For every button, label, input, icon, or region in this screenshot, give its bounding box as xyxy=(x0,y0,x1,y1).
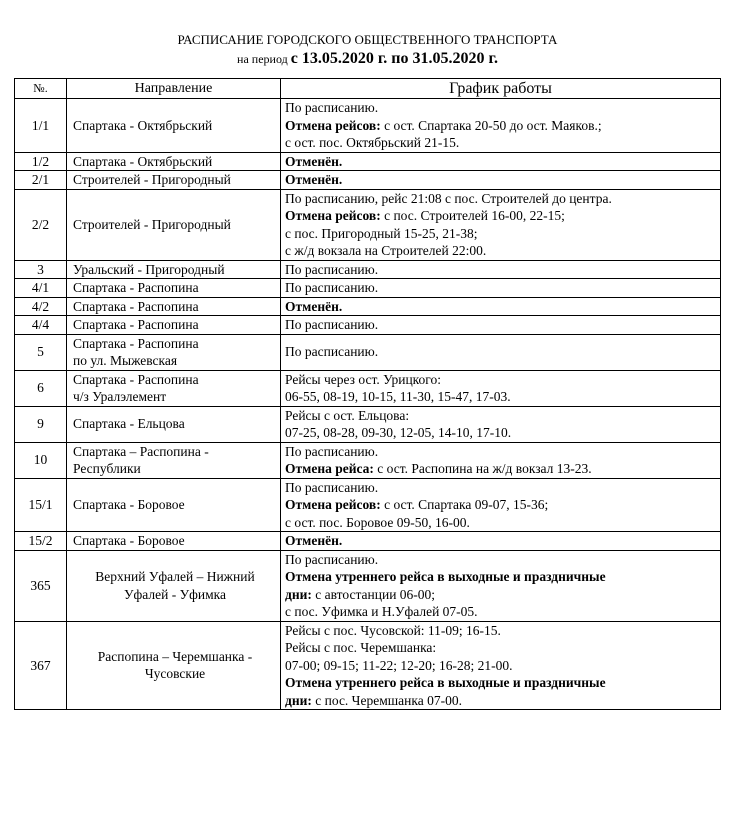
schedule-line xyxy=(285,407,717,425)
schedule-text: с ост. пос. Боровое 09-50, 16-00. xyxy=(285,514,470,530)
table-row xyxy=(15,189,721,260)
route-direction xyxy=(67,189,281,260)
schedule-line xyxy=(285,551,717,569)
route-number: 1/1 xyxy=(15,99,67,153)
header-schedule: График работы xyxy=(281,79,721,99)
schedule-line xyxy=(285,207,717,225)
schedule-text: с пос. Уфимка и Н.Уфалей 07-05. xyxy=(285,604,478,619)
schedule-text: По расписанию. xyxy=(285,551,379,567)
table-body xyxy=(15,99,721,710)
schedule-bold-text: Отменён. xyxy=(285,533,343,548)
route-direction xyxy=(67,532,281,551)
schedule-line xyxy=(285,261,717,279)
schedule-line xyxy=(285,532,717,550)
schedule-line xyxy=(285,568,717,586)
schedule-text: с пос. Черемшанка 07-00. xyxy=(311,692,462,708)
direction-line: Строителей - Пригородный xyxy=(73,172,231,187)
schedule-line xyxy=(285,622,717,640)
direction-line: Спартака - Октябрьский xyxy=(73,153,213,169)
schedule-line xyxy=(285,316,717,334)
route-number: 1/2 xyxy=(15,152,67,171)
schedule-text: По расписанию. xyxy=(285,280,379,295)
route-direction xyxy=(67,334,281,370)
document-title: РАСПИСАНИЕ ГОРОДСКОГО ОБЩЕСТВЕННОГО ТРАНСПОРТА xyxy=(177,32,558,47)
route-direction xyxy=(67,406,281,442)
route-direction xyxy=(67,171,281,190)
route-number: 4/1 xyxy=(15,279,67,298)
schedule-text: По расписанию. xyxy=(285,479,379,495)
table-row xyxy=(15,442,721,478)
schedule-line xyxy=(285,514,717,532)
schedule-line xyxy=(285,657,717,675)
direction-line: Спартака - Распопина xyxy=(73,371,199,387)
schedule-bold-text: Отмена рейсов: xyxy=(285,208,381,223)
schedule-bold-text: дни: xyxy=(285,586,312,602)
period-prefix: на период xyxy=(237,52,288,66)
route-schedule xyxy=(281,406,721,442)
route-schedule xyxy=(281,171,721,190)
schedule-line xyxy=(285,242,717,260)
schedule-text: Рейсы с пос. Чусовской: 11-09; 16-15. xyxy=(285,622,501,638)
schedule-line xyxy=(285,603,717,621)
schedule-line xyxy=(285,443,717,461)
direction-line: Спартака - Распопина xyxy=(73,280,199,295)
route-schedule xyxy=(281,621,721,710)
direction-line: Спартака - Ельцова xyxy=(73,416,185,432)
direction-line: Спартака - Боровое xyxy=(73,497,185,512)
route-direction xyxy=(67,99,281,153)
schedule-text: с пос. Строителей 16-00, 22-15; xyxy=(380,208,565,223)
schedule-line xyxy=(285,99,717,117)
schedule-table xyxy=(14,78,721,710)
route-direction xyxy=(67,279,281,298)
schedule-line xyxy=(285,298,717,316)
period-range: с 13.05.2020 г. по 31.05.2020 г. xyxy=(290,50,498,67)
schedule-line xyxy=(285,343,717,361)
route-schedule xyxy=(281,189,721,260)
direction-line: Строителей - Пригородный xyxy=(73,216,231,232)
table-row xyxy=(15,171,721,190)
route-direction xyxy=(67,621,281,710)
schedule-bold-text: Отмена рейса: xyxy=(285,461,374,476)
route-number: 4/4 xyxy=(15,316,67,335)
route-number: 15/2 xyxy=(15,532,67,551)
route-direction xyxy=(67,260,281,279)
route-schedule xyxy=(281,334,721,370)
route-number: 2/2 xyxy=(15,189,67,260)
direction-line: Спартака – Распопина - xyxy=(73,443,209,459)
direction-line: ч/з Уралэлемент xyxy=(73,389,167,404)
route-number: 10 xyxy=(15,442,67,478)
route-number: 9 xyxy=(15,406,67,442)
schedule-text: 07-25, 08-28, 09-30, 12-05, 14-10, 17-10. xyxy=(285,425,512,440)
route-schedule xyxy=(281,99,721,153)
schedule-text: По расписанию. xyxy=(285,443,379,459)
schedule-text: По расписанию. xyxy=(285,261,379,277)
route-schedule xyxy=(281,152,721,171)
schedule-text: Рейсы через ост. Урицкого: xyxy=(285,371,441,387)
schedule-text: с автостанции 06-00; xyxy=(311,586,436,602)
schedule-bold-text: Отменён. xyxy=(285,172,343,187)
schedule-bold-text: Отменён. xyxy=(285,153,343,169)
direction-line: Спартака - Октябрьский xyxy=(73,117,213,133)
route-direction xyxy=(67,297,281,316)
schedule-bold-text: Отмена утреннего рейса в выходные и праздничные xyxy=(285,569,606,584)
route-direction xyxy=(67,442,281,478)
schedule-text: По расписанию. xyxy=(285,344,379,360)
route-direction xyxy=(67,152,281,171)
schedule-line xyxy=(285,586,717,604)
schedule-bold-text: Отмена рейсов: xyxy=(285,117,381,133)
schedule-line xyxy=(285,479,717,497)
route-number: 15/1 xyxy=(15,478,67,532)
table-row xyxy=(15,370,721,406)
schedule-line xyxy=(285,388,717,406)
schedule-bold-text: Отменён. xyxy=(285,298,343,314)
table-row xyxy=(15,152,721,171)
header-direction: Направление xyxy=(67,79,281,99)
schedule-bold-text: дни: xyxy=(285,692,312,708)
schedule-line xyxy=(285,496,717,514)
table-row xyxy=(15,334,721,370)
schedule-text: с ост. Спартака 09-07, 15-36; xyxy=(380,497,549,512)
direction-line: Верхний Уфалей – Нижний xyxy=(95,569,255,584)
route-number: 4/2 xyxy=(15,297,67,316)
schedule-text: 06-55, 08-19, 10-15, 11-30, 15-47, 17-03. xyxy=(285,389,511,404)
direction-line: Спартака - Распопина xyxy=(73,317,199,332)
schedule-text: По расписанию, рейс 21:08 с пос. Строителей до центра. xyxy=(285,190,612,206)
route-schedule xyxy=(281,279,721,298)
route-schedule xyxy=(281,260,721,279)
route-schedule xyxy=(281,532,721,551)
direction-line: Уральский - Пригородный xyxy=(73,261,225,277)
schedule-line xyxy=(285,190,717,208)
table-row xyxy=(15,279,721,298)
schedule-text: с пос. Пригородный 15-25, 21-38; xyxy=(285,225,478,241)
route-number: 365 xyxy=(15,550,67,621)
schedule-text: с ост. Спартака 20-50 до ост. Маяков.; xyxy=(380,117,602,133)
schedule-text: По расписанию. xyxy=(285,317,379,332)
direction-line: Республики xyxy=(73,461,141,476)
route-number: 367 xyxy=(15,621,67,710)
route-direction xyxy=(67,478,281,532)
route-number: 5 xyxy=(15,334,67,370)
direction-line: Спартака - Боровое xyxy=(73,533,185,548)
route-schedule xyxy=(281,442,721,478)
table-row xyxy=(15,478,721,532)
route-number: 6 xyxy=(15,370,67,406)
route-schedule xyxy=(281,478,721,532)
route-direction xyxy=(67,370,281,406)
schedule-bold-text: Отмена утреннего рейса в выходные и праздничные xyxy=(285,675,606,690)
schedule-line xyxy=(285,424,717,442)
route-schedule xyxy=(281,297,721,316)
table-row xyxy=(15,297,721,316)
period-line xyxy=(0,50,735,68)
table-row xyxy=(15,532,721,551)
schedule-line xyxy=(285,171,717,189)
table-row xyxy=(15,550,721,621)
schedule-line xyxy=(285,460,717,478)
schedule-text: с ост. Распопина на ж/д вокзал 13-23. xyxy=(373,461,592,476)
table-row xyxy=(15,260,721,279)
table-row xyxy=(15,99,721,153)
schedule-line xyxy=(285,117,717,135)
table-header-row xyxy=(15,79,721,99)
route-number: 2/1 xyxy=(15,171,67,190)
schedule-line xyxy=(285,225,717,243)
direction-line: Распопина – Черемшанка - xyxy=(97,648,253,664)
schedule-text: с ж/д вокзала на Строителей 22:00. xyxy=(285,243,487,258)
schedule-line xyxy=(285,371,717,389)
schedule-bold-text: Отмена рейсов: xyxy=(285,497,381,512)
schedule-line xyxy=(285,134,717,152)
route-schedule xyxy=(281,316,721,335)
direction-line: Чусовские xyxy=(144,666,206,682)
schedule-text: По расписанию. xyxy=(285,100,379,115)
schedule-text: Рейсы с ост. Ельцова: xyxy=(285,407,410,423)
table-row xyxy=(15,316,721,335)
direction-line: Уфалей - Уфимка xyxy=(123,586,227,602)
table-row xyxy=(15,621,721,710)
direction-line: Спартака - Распопина xyxy=(73,298,199,314)
route-direction xyxy=(67,550,281,621)
header-num: №. xyxy=(15,79,67,99)
schedule-text: Рейсы с пос. Черемшанка: xyxy=(285,640,437,655)
direction-line: по ул. Мыжевская xyxy=(73,353,178,368)
route-schedule xyxy=(281,550,721,621)
schedule-line xyxy=(285,279,717,297)
direction-line: Спартака - Распопина xyxy=(73,335,199,351)
route-direction xyxy=(67,316,281,335)
schedule-line xyxy=(285,692,717,710)
route-number: 3 xyxy=(15,260,67,279)
schedule-text: 07-00; 09-15; 11-22; 12-20; 16-28; 21-00. xyxy=(285,657,513,673)
schedule-line xyxy=(285,674,717,692)
table-row xyxy=(15,406,721,442)
schedule-text: с ост. пос. Октябрьский 21-15. xyxy=(285,135,460,150)
route-schedule xyxy=(281,370,721,406)
schedule-line xyxy=(285,153,717,171)
schedule-line xyxy=(285,639,717,657)
